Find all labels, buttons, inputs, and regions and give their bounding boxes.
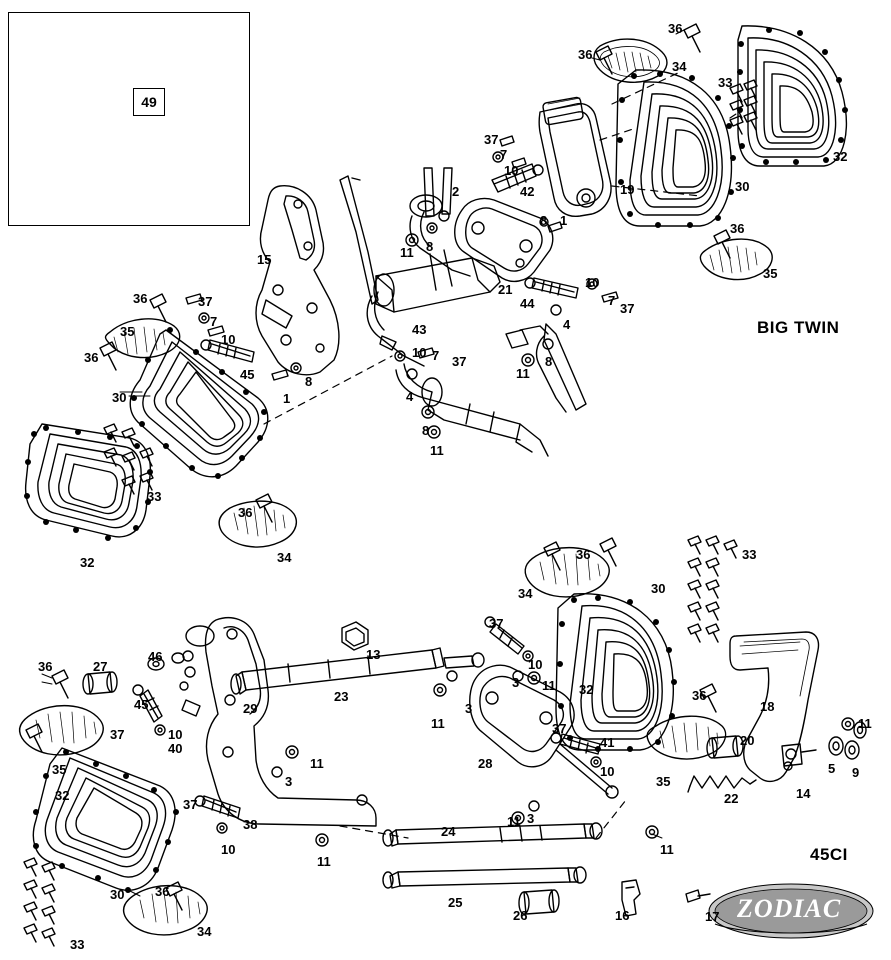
pedal-arm-29 xyxy=(180,618,376,826)
callout-number: 32 xyxy=(80,555,95,570)
callout-number: 11 xyxy=(542,678,556,693)
callout-number: 11 xyxy=(400,245,414,260)
callout-number: 7 xyxy=(432,348,440,363)
zodiac-wordmark: ZODIAC xyxy=(737,894,842,923)
callout-number: 35 xyxy=(763,266,778,281)
callout-number: 41 xyxy=(600,735,615,750)
callout-number: 2 xyxy=(452,184,460,199)
callout-number: 36 xyxy=(38,659,53,674)
callout-number: 13 xyxy=(366,647,381,662)
callout-number: 36 xyxy=(692,688,707,703)
callout-number: 46 xyxy=(148,649,163,664)
callout-number: 1 xyxy=(560,213,568,228)
callout-number: 11 xyxy=(431,716,445,731)
callout-number: 11 xyxy=(858,716,872,731)
callout-number: 36 xyxy=(578,47,593,62)
callout-number: 43 xyxy=(412,322,427,337)
callout-number: 10 xyxy=(221,842,236,857)
part-27 xyxy=(83,672,117,694)
callout-number: 37 xyxy=(110,727,125,742)
callout-number: 20 xyxy=(740,733,755,748)
mat-35-right xyxy=(700,239,772,279)
section-title-big-twin: BIG TWIN xyxy=(757,318,840,337)
callout-number: 33 xyxy=(742,547,757,562)
callout-number: 8 xyxy=(422,423,430,438)
callout-number: 37 xyxy=(183,797,198,812)
callout-number: 10 xyxy=(504,163,519,178)
callout-number: 32 xyxy=(833,149,848,164)
callout-number: 17 xyxy=(705,909,720,924)
mat-35-lower-left xyxy=(20,706,104,755)
callout-number: 36 xyxy=(155,884,170,899)
callout-number: 45 xyxy=(240,367,255,382)
lever-21 xyxy=(455,198,553,281)
tube-25 xyxy=(383,867,586,888)
callout-number: 10 xyxy=(528,657,543,672)
callout-number: 27 xyxy=(93,659,108,674)
callout-number: 22 xyxy=(724,791,739,806)
callout-number: 32 xyxy=(55,788,70,803)
callout-number: 36 xyxy=(576,547,591,562)
callout-number: 11 xyxy=(660,842,674,857)
callout-number: 25 xyxy=(448,895,463,910)
callout-number: 8 xyxy=(545,354,553,369)
callout-number: 18 xyxy=(760,699,775,714)
callout-number: 36 xyxy=(238,505,253,520)
callout-number: 33 xyxy=(718,75,733,90)
callout-number: 35 xyxy=(656,774,671,789)
callout-number: 8 xyxy=(426,239,434,254)
spring-22 xyxy=(688,776,756,792)
callout-number: 34 xyxy=(518,586,533,601)
screws-36-45ci xyxy=(26,538,716,910)
callout-number: 37 xyxy=(489,616,504,631)
callout-number: 3 xyxy=(512,675,520,690)
callout-number: 37 xyxy=(452,354,467,369)
callout-number: 16 xyxy=(615,908,630,923)
tube-23 xyxy=(231,648,484,694)
callout-number: 36 xyxy=(84,350,99,365)
callout-number: 30 xyxy=(112,390,127,405)
callout-number: 4 xyxy=(406,389,414,404)
callout-number: 7 xyxy=(500,147,508,162)
callout-number: 21 xyxy=(498,282,513,297)
callout-number: 23 xyxy=(334,689,349,704)
callout-number: 7 xyxy=(608,293,616,308)
callout-number: 10 xyxy=(168,727,183,742)
zodiac-logo xyxy=(707,880,875,942)
section-title-45ci: 45CI xyxy=(810,845,848,864)
callout-number: 30 xyxy=(735,179,750,194)
callout-number: 32 xyxy=(579,682,594,697)
callout-number: 34 xyxy=(197,924,212,939)
callout-number: 35 xyxy=(52,762,67,777)
callout-number: 28 xyxy=(478,756,493,771)
callout-number: 44 xyxy=(520,296,535,311)
callout-number: 11 xyxy=(310,756,324,771)
callout-number: 26 xyxy=(513,908,528,923)
callout-number: 7 xyxy=(210,314,218,329)
floorboard-30-lower xyxy=(556,594,677,752)
pedal-arm-19 xyxy=(539,97,611,216)
callout-number: 11 xyxy=(430,443,444,458)
frame-tubes-bigtwin xyxy=(340,168,586,456)
callout-number: 30 xyxy=(651,581,666,596)
callout-number: 3 xyxy=(465,701,473,716)
screws-33-45ci xyxy=(24,536,737,946)
callout-number: 10 xyxy=(221,332,236,347)
callout-number: 10 xyxy=(585,275,600,290)
callout-number: 11 xyxy=(516,366,530,381)
callout-number: 19 xyxy=(620,182,635,197)
callout-number: 33 xyxy=(147,489,162,504)
callout-number: 36 xyxy=(133,291,148,306)
rod-38 xyxy=(195,796,240,833)
callout-number: 4 xyxy=(563,317,571,332)
callout-number: 5 xyxy=(828,761,836,776)
callout-number: 38 xyxy=(243,817,258,832)
callout-number: 42 xyxy=(520,184,535,199)
callout-number: 8 xyxy=(305,374,313,389)
callout-number: 29 xyxy=(243,701,258,716)
callout-number: 11 xyxy=(507,814,521,829)
mat-35-left xyxy=(106,319,180,358)
callout-number: 3 xyxy=(285,774,293,789)
callout-number: 40 xyxy=(168,741,183,756)
bracket-15 xyxy=(256,186,339,375)
inset-callout-49: 49 xyxy=(133,88,165,116)
nut-13 xyxy=(342,622,368,650)
callout-number: 8 xyxy=(540,213,548,228)
callout-number: 45 xyxy=(134,697,149,712)
floorboard-30-upper xyxy=(616,70,736,228)
callout-number: 15 xyxy=(257,252,272,267)
mat-34-lower-left xyxy=(219,501,296,547)
callout-number: 14 xyxy=(796,786,811,801)
callout-number: 36 xyxy=(730,221,745,236)
inset-detail-box xyxy=(8,12,250,226)
mat-34-45ci xyxy=(525,548,609,597)
callout-number: 1 xyxy=(283,391,291,406)
callout-number: 34 xyxy=(277,550,292,565)
rod-44 xyxy=(525,278,578,298)
callout-number: 37 xyxy=(198,294,213,309)
tube-24 xyxy=(383,823,602,846)
callout-number: 30 xyxy=(110,887,125,902)
callout-number: 37 xyxy=(484,132,499,147)
callout-number: 37 xyxy=(552,721,567,736)
callout-number: 24 xyxy=(441,824,456,839)
callout-number: 10 xyxy=(600,764,615,779)
callout-number: 34 xyxy=(672,59,687,74)
callout-number: 11 xyxy=(317,854,331,869)
callout-number: 36 xyxy=(668,21,683,36)
callout-number: 10 xyxy=(412,345,427,360)
callout-number: 3 xyxy=(527,811,535,826)
callout-number: 37 xyxy=(620,301,635,316)
callout-number: 33 xyxy=(70,937,85,952)
callout-number: 35 xyxy=(120,324,135,339)
callout-number: 9 xyxy=(852,765,860,780)
